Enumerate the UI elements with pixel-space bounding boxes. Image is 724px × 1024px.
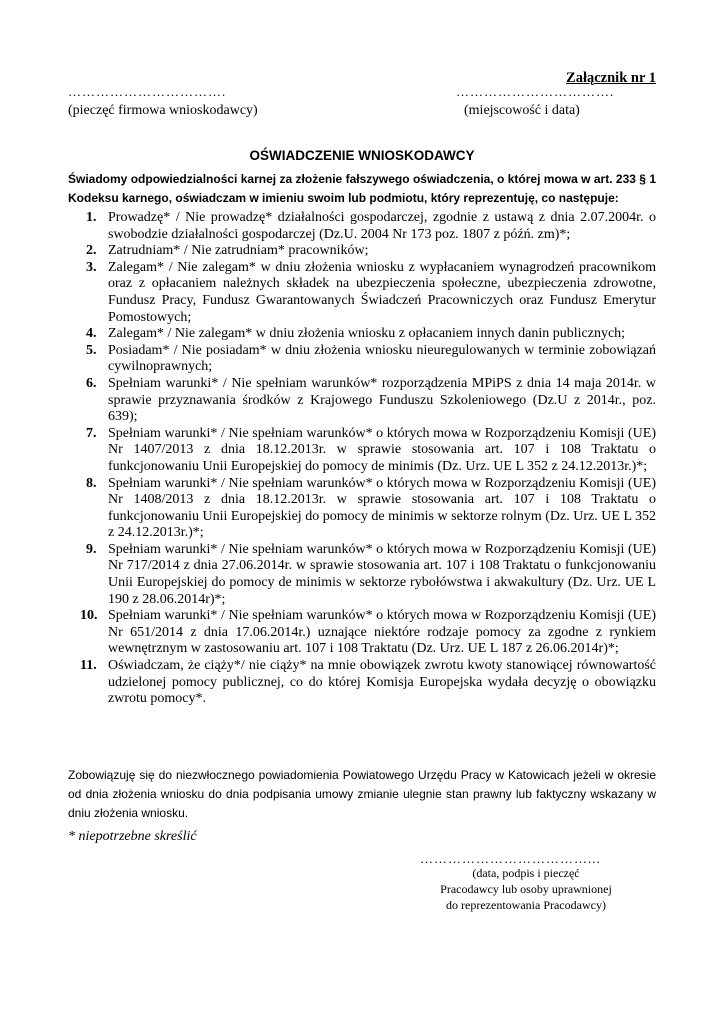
footnote: * niepotrzebne skreślić — [68, 829, 197, 844]
signature-caption-line: (data, podpis i pieczęć — [472, 866, 580, 880]
item-number: 9. — [86, 541, 97, 557]
item-text: Oświadczam, że ciąży*/ nie ciąży* na mnie obowiązek zwrotu kwoty stanowiącej równowartość udzielonej pomocy publicznej, co do której Komisja Europejska wydała decyzję o obowiązku zwrotu pomocy*. — [108, 658, 656, 707]
item-text: Spełniam warunki* / Nie spełniam warunków* o których mowa w Rozporządzeniu Komisji (UE) Nr 651/2014 z dnia 17.06.2014r.) uznające niektóre rodzaje pomocy za zgodne z rynkiem wewnętrznym w zastosowaniu art. 107 i 108 Traktatu (Dz. Urz. UE L 187 z 26.06.2014r)*; — [108, 608, 656, 657]
stamp-caption: (pieczęć firmowa wnioskodawcy) — [68, 103, 258, 118]
list-item — [68, 210, 656, 243]
list-item — [68, 426, 656, 476]
commitment-paragraph: Zobowiązuję się do niezwłocznego powiadomienia Powiatowego Urzędu Pracy w Katowicach jeżeli w okresie od dnia złożenia wniosku do dnia podpisania umowy zmianie ulegnie stan prawny lub faktyczny wskazany w dniu złożenia wniosku. — [68, 768, 656, 820]
item-text: Zalegam* / Nie zalegam* w dniu złożenia wniosku z wypłacaniem wynagrodzeń pracownikom oraz z opłacaniem należnych składek na ubezpieczenia społeczne, ubezpieczenia zdrowotne, Fundusz Pracy, Fundusz Gwarantowanych Świadczeń Pracowniczych oraz Fundusz Emerytur Pomostowych; — [108, 259, 656, 325]
declaration-list — [68, 210, 656, 708]
list-item — [68, 376, 656, 426]
item-text: Prowadzę* / Nie prowadzę* działalności gospodarczej, zgodnie z ustawą z dnia 2.07.2004r. o swobodzie działalności gospodarczej (Dz.U. 2004 Nr 173 poz. 1807 z późń. zm)*; — [108, 210, 656, 242]
signature-dots: ………………………………... — [420, 851, 601, 866]
signature-caption-line: do reprezentowania Pracodawcy) — [446, 898, 606, 912]
item-number: 8. — [86, 475, 97, 491]
signature-caption — [392, 865, 660, 913]
list-item — [68, 326, 656, 343]
item-text: Spełniam warunki* / Nie spełniam warunków* o których mowa w Rozporządzeniu Komisji (UE) Nr 717/2014 z dnia 27.06.2014r. w sprawie stosowania art. 107 i 108 Traktatu o funkcjonowaniu Unii Europejskiej do pomocy de minimis w sektorze rybołówstwa i akwakultury (Dz. Urz. UE L 190 z 28.06.2014r)*; — [108, 541, 656, 607]
place-date-dots: ……………………………. — [456, 84, 615, 99]
item-number: 7. — [86, 425, 97, 441]
list-item — [68, 260, 656, 326]
item-number: 10. — [80, 608, 98, 624]
list-item — [68, 658, 656, 708]
item-number: 2. — [86, 243, 97, 259]
list-item — [68, 243, 656, 260]
list-item — [68, 343, 656, 376]
item-number: 6. — [86, 375, 97, 391]
item-text: Zalegam* / Nie zalegam* w dniu złożenia wniosku z opłacaniem innych danin publicznych; — [108, 326, 626, 342]
stamp-dots: ……………………………. — [68, 84, 227, 99]
item-text: Zatrudniam* / Nie zatrudniam* pracowników; — [108, 243, 369, 259]
item-number: 4. — [86, 326, 97, 342]
item-text: Spełniam warunki* / Nie spełniam warunków* o których mowa w Rozporządzeniu Komisji (UE) Nr 1408/2013 z dnia 18.12.2013r. w sprawie stosowania art. 107 i 108 Traktatu o funkcjonowaniu Unii Europejskiej do pomocy de minimis w sektorze rolnym (Dz. Urz. UE L 352 z 24.12.2013r.)*; — [108, 475, 656, 541]
annex-label: Załącznik nr 1 — [566, 70, 656, 86]
item-number: 11. — [80, 658, 97, 674]
list-item — [68, 476, 656, 542]
document-title: OŚWIADCZENIE WNIOSKODAWCY — [249, 148, 475, 163]
place-date-caption: (miejscowość i data) — [464, 103, 580, 118]
list-item — [68, 608, 656, 658]
item-text: Spełniam warunki* / Nie spełniam warunków* o których mowa w Rozporządzeniu Komisji (UE) Nr 1407/2013 z dnia 18.12.2013r. w sprawie stosowania art. 107 i 108 Traktatu o funkcjonowaniu Unii Europejskiej do pomocy de minimis (Dz. Urz. UE L 352 z 24.12.2013r.)*; — [108, 425, 656, 474]
item-number: 3. — [86, 259, 97, 275]
item-number: 1. — [86, 210, 97, 225]
item-text: Posiadam* / Nie posiadam* w dniu złożenia wniosku nieuregulowanych w terminie zobowiązań cywilnoprawnych; — [108, 342, 656, 375]
item-text: Spełniam warunki* / Nie spełniam warunków* rozporządzenia MPiPS z dnia 14 maja 2014r. w sprawie przyznawania środków z Krajowego Funduszu Szkoleniowego (Dz.U z 2014r., poz. 639); — [108, 375, 656, 425]
intro-paragraph: Świadomy odpowiedzialności karnej za złożenie fałszywego oświadczenia, o której mowa w art. 233 § 1 Kodeksu karnego, oświadczam w imieniu swoim lub podmiotu, który reprezentuję, co następuje: — [68, 172, 656, 205]
signature-caption-line: Pracodawcy lub osoby uprawnionej — [440, 882, 612, 896]
list-item — [68, 542, 656, 608]
item-number: 5. — [86, 342, 97, 358]
